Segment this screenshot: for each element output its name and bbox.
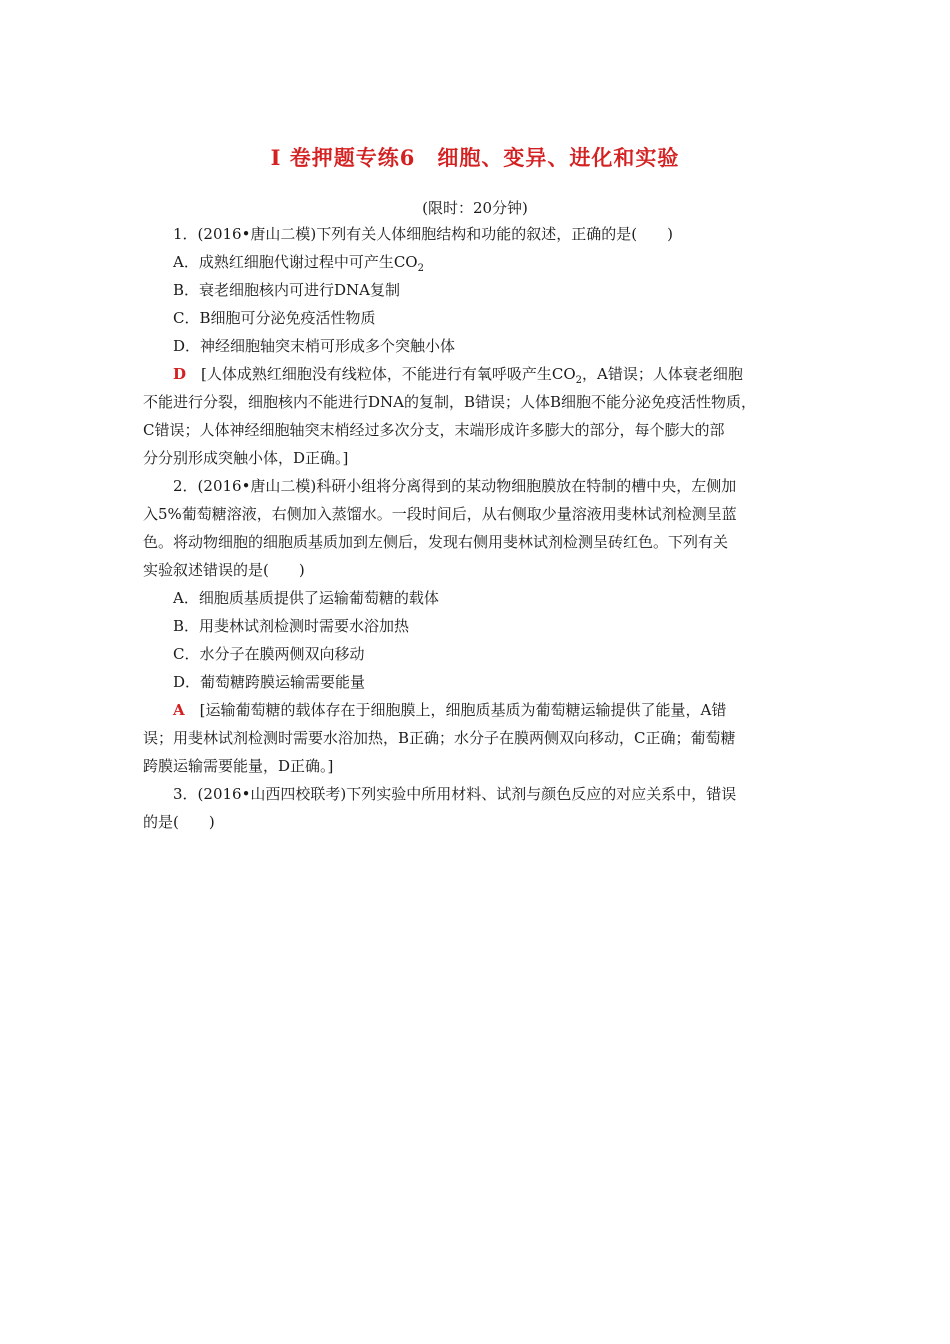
q1-explanation-line-3: C错误；人体神经细胞轴突末梢经过多次分支，末端形成许多膨大的部分，每个膨大的部 (143, 421, 725, 439)
time-limit: (限时：20分钟) (422, 199, 528, 217)
q2-option-a: A．细胞质基质提供了运输葡萄糖的载体 (173, 589, 439, 607)
q1-option-d: D．神经细胞轴突末梢可形成多个突触小体 (173, 337, 456, 355)
q1-option-c: C．B细胞可分泌免疫活性物质 (173, 309, 376, 327)
q1-explanation: D [人体成熟红细胞没有线粒体，不能进行有氧呼吸产生$CO_2$，A错误；人体衰老细胞 (173, 365, 743, 386)
q2-stem: 2．(2016•唐山二模)科研小组将分离得到的某动物细胞膜放在特制的槽中央，左侧加 (173, 477, 737, 495)
q2-explanation: A [运输葡萄糖的载体存在于细胞膜上，细胞质基质为葡萄糖运输提供了能量，A错 (173, 701, 727, 719)
q2-option-b: B．用斐林试剂检测时需要水浴加热 (173, 617, 410, 635)
page-title: Ⅰ 卷押题专练6 细胞、变异、进化和实验 (270, 145, 680, 170)
q2-answer: A (173, 701, 185, 719)
q3-stem-line-2: 的是( ) (143, 813, 215, 831)
q1-explanation-line-4: 分分别形成突触小体，D正确。] (143, 449, 349, 467)
q1-stem: 1．(2016•唐山二模)下列有关人体细胞结构和功能的叙述，正确的是( ) (173, 225, 673, 243)
q1-option-a: A．成熟红细胞代谢过程中可产生$CO_2$ (173, 253, 424, 274)
q2-stem-line-2: 入5%葡萄糖溶液，右侧加入蒸馏水。一段时间后，从右侧取少量溶液用斐林试剂检测呈蓝 (143, 505, 737, 523)
q2-option-d: D．葡萄糖跨膜运输需要能量 (173, 673, 366, 691)
q2-stem-line-4: 实验叙述错误的是( ) (143, 561, 305, 579)
question-content (143, 220, 809, 836)
q2-explanation-line-3: 跨膜运输需要能量，D正确。] (143, 757, 334, 775)
q3-stem: 3．(2016•山西四校联考)下列实验中所用材料、试剂与颜色反应的对应关系中，错误 (173, 785, 737, 803)
q1-explanation-line-2: 不能进行分裂，细胞核内不能进行DNA的复制，B错误；人体B细胞不能分泌免疫活性物质， (143, 393, 757, 411)
q2-explanation-line-2: 误；用斐林试剂检测时需要水浴加热，B正确；水分子在膜两侧双向移动，C正确；葡萄糖 (143, 729, 736, 747)
q1-answer: D (173, 365, 187, 383)
q1-option-b: B．衰老细胞核内可进行DNA复制 (173, 281, 401, 299)
q2-option-c: C．水分子在膜两侧双向移动 (173, 645, 365, 663)
q2-stem-line-3: 色。将动物细胞的细胞质基质加到左侧后，发现右侧用斐林试剂检测呈砖红色。下列有关 (143, 533, 729, 551)
